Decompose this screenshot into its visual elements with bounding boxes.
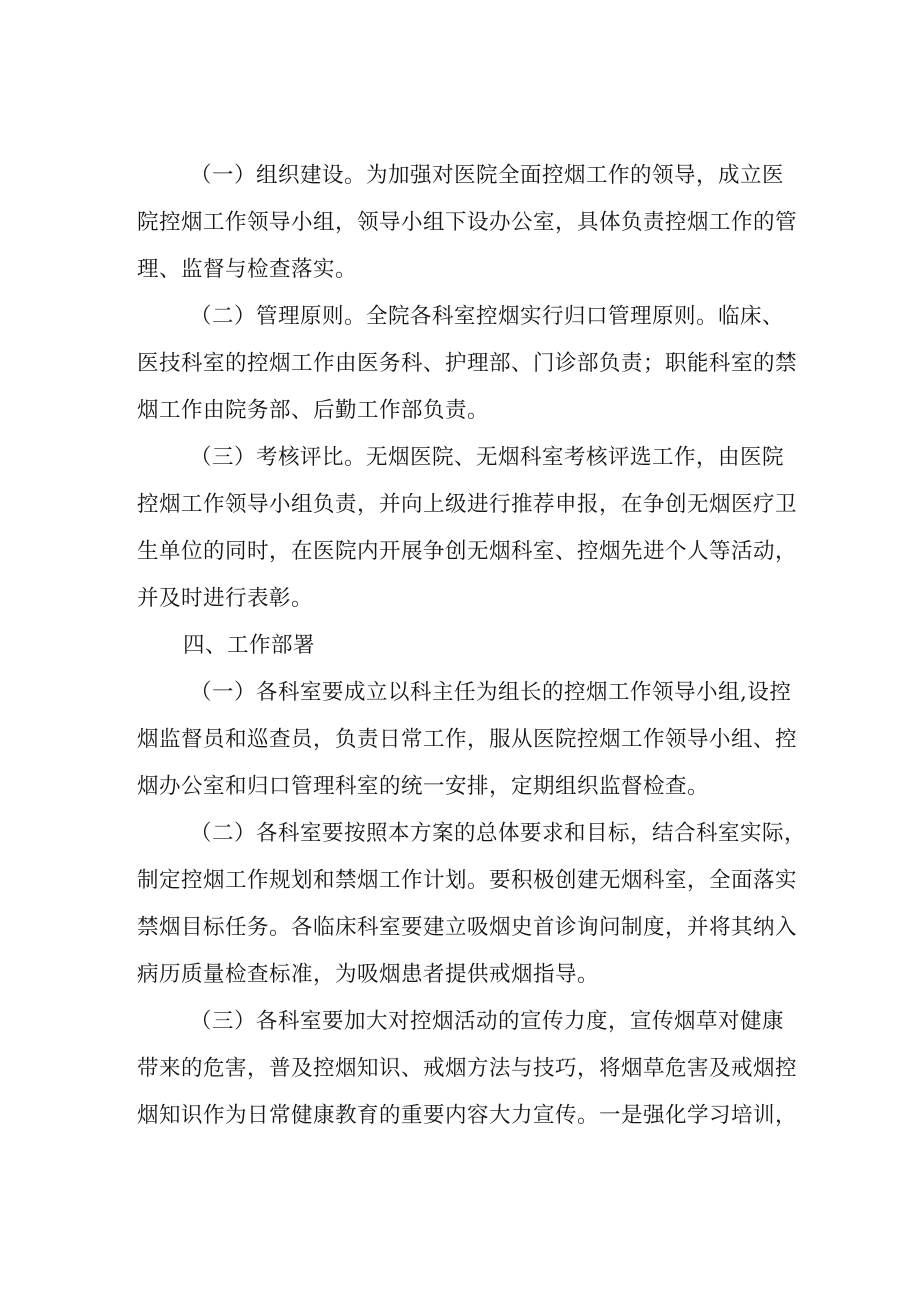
paragraph-7-line-2: 带来的危害，普及控烟知识、戒烟方法与技巧，将烟草危害及戒烟控 — [137, 1056, 798, 1081]
paragraph-5-line-3: 烟办公室和归口管理科室的统一安排，定期组织监督检查。 — [137, 774, 710, 799]
paragraph-2-line-2: 医技科室的控烟工作由医务科、护理部、门诊部负责；职能科室的禁 — [137, 351, 798, 376]
paragraph-1-line-2: 院控烟工作领导小组，领导小组下设办公室，具体负责控烟工作的管 — [137, 210, 798, 235]
paragraph-5-line-2: 烟监督员和巡查员，负责日常工作，服从医院控烟工作领导小组、控 — [137, 727, 798, 752]
paragraph-1-line-1: （一）组织建设。为加强对医院全面控烟工作的领导，成立医 — [190, 163, 785, 188]
section-heading: 四、工作部署 — [183, 633, 316, 658]
paragraph-3-line-3: 生单位的同时，在医院内开展争创无烟科室、控烟先进个人等活动， — [137, 539, 798, 564]
paragraph-7-line-3: 烟知识作为日常健康教育的重要内容大力宣传。一是强化学习培训， — [137, 1103, 798, 1128]
paragraph-6-line-4: 病历质量检查标准，为吸烟患者提供戒烟指导。 — [137, 962, 600, 987]
paragraph-7-line-1: （三）各科室要加大对控烟活动的宣传力度，宣传烟草对健康 — [190, 1009, 785, 1034]
paragraph-2-line-3: 烟工作由院务部、后勤工作部负责。 — [137, 398, 490, 423]
paragraph-3-line-2: 控烟工作领导小组负责，并向上级进行推荐申报，在争创无烟医疗卫 — [137, 492, 798, 517]
paragraph-6-line-3: 禁烟目标任务。各临床科室要建立吸烟史首诊询问制度，并将其纳入 — [137, 915, 798, 940]
paragraph-3-line-1: （三）考核评比。无烟医院、无烟科室考核评选工作，由医院 — [190, 445, 785, 470]
paragraph-6-line-1: （二）各科室要按照本方案的总体要求和目标，结合科室实际， — [190, 821, 807, 846]
paragraph-6-line-2: 制定控烟工作规划和禁烟工作计划。要积极创建无烟科室，全面落实 — [137, 868, 798, 893]
paragraph-2-line-1: （二）管理原则。全院各科室控烟实行归口管理原则。临床、 — [190, 304, 785, 329]
paragraph-3-line-4: 并及时进行表彰。 — [137, 586, 314, 611]
paragraph-5-line-1: （一）各科室要成立以科主任为组长的控烟工作领导小组,设控 — [190, 680, 792, 705]
paragraph-1-line-3: 理、监督与检查落实。 — [137, 257, 358, 282]
